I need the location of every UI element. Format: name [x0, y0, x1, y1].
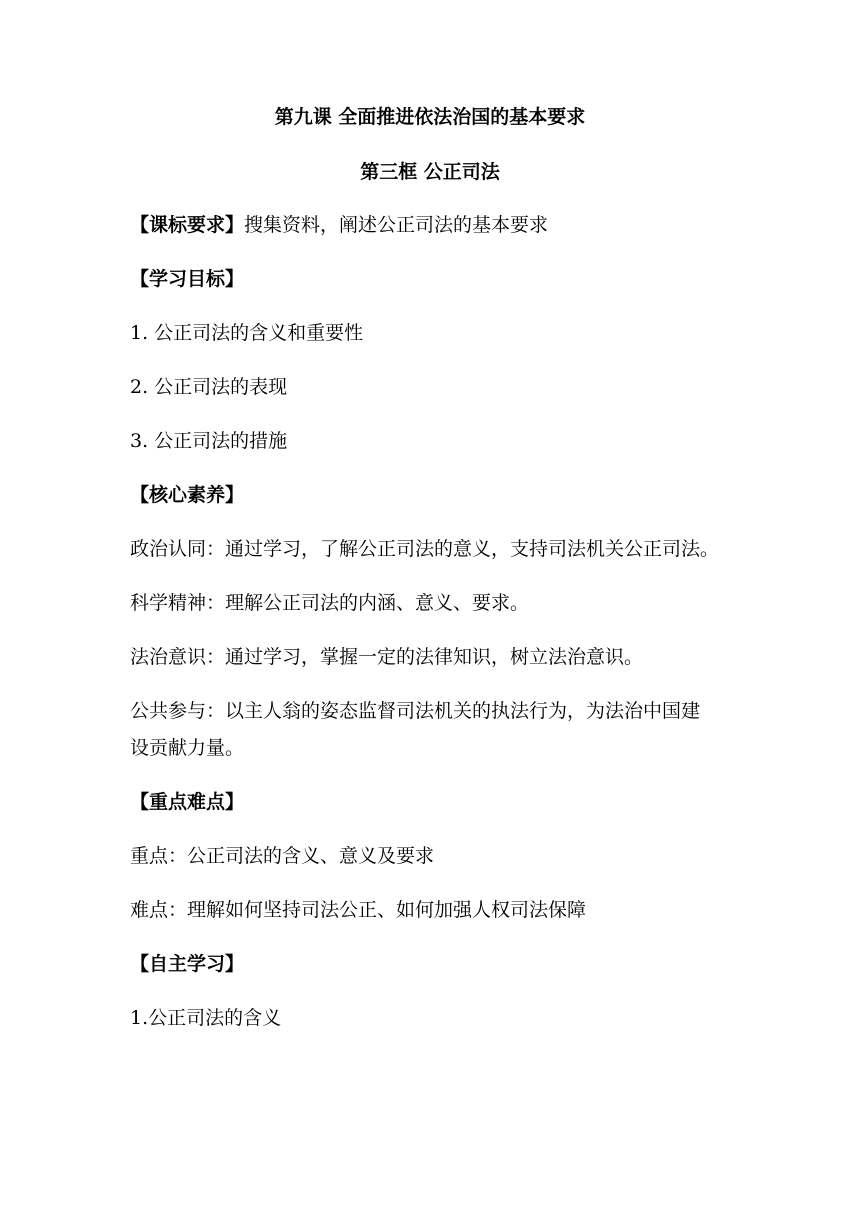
- goals-heading: 【学习目标】: [130, 268, 245, 290]
- curriculum-text: 搜集资料，阐述公正司法的基本要求: [244, 214, 549, 236]
- goal-item: 1. 公正司法的含义和重要性: [130, 322, 364, 344]
- self-study-heading: 【自主学习】: [130, 953, 245, 975]
- curriculum-label: 【课标要求】: [130, 214, 245, 236]
- key-point-item: 难点：理解如何坚持司法公正、如何加强人权司法保障: [130, 899, 587, 921]
- core-item: 科学精神：理解公正司法的内涵、意义、要求。: [130, 592, 530, 614]
- core-heading: 【核心素养】: [130, 484, 245, 506]
- core-item: 法治意识：通过学习，掌握一定的法律知识，树立法治意识。: [130, 646, 644, 668]
- core-item: 政治认同：通过学习，了解公正司法的意义，支持司法机关公正司法。: [130, 538, 720, 560]
- section-subtitle: 第三框 公正司法: [360, 161, 500, 183]
- goal-item: 3. 公正司法的措施: [130, 430, 288, 452]
- lesson-title: 第九课 全面推进依法治国的基本要求: [274, 106, 586, 128]
- core-item: 公共参与：以主人翁的姿态监督司法机关的执法行为，为法治中国建: [130, 700, 701, 722]
- key-points-heading: 【重点难点】: [130, 791, 245, 813]
- core-item-continued: 设贡献力量。: [130, 737, 245, 759]
- goal-item: 2. 公正司法的表现: [130, 376, 288, 398]
- key-point-item: 重点：公正司法的含义、意义及要求: [130, 845, 435, 867]
- self-study-item: 1.公正司法的含义: [130, 1007, 282, 1029]
- curriculum-standard: [130, 212, 548, 238]
